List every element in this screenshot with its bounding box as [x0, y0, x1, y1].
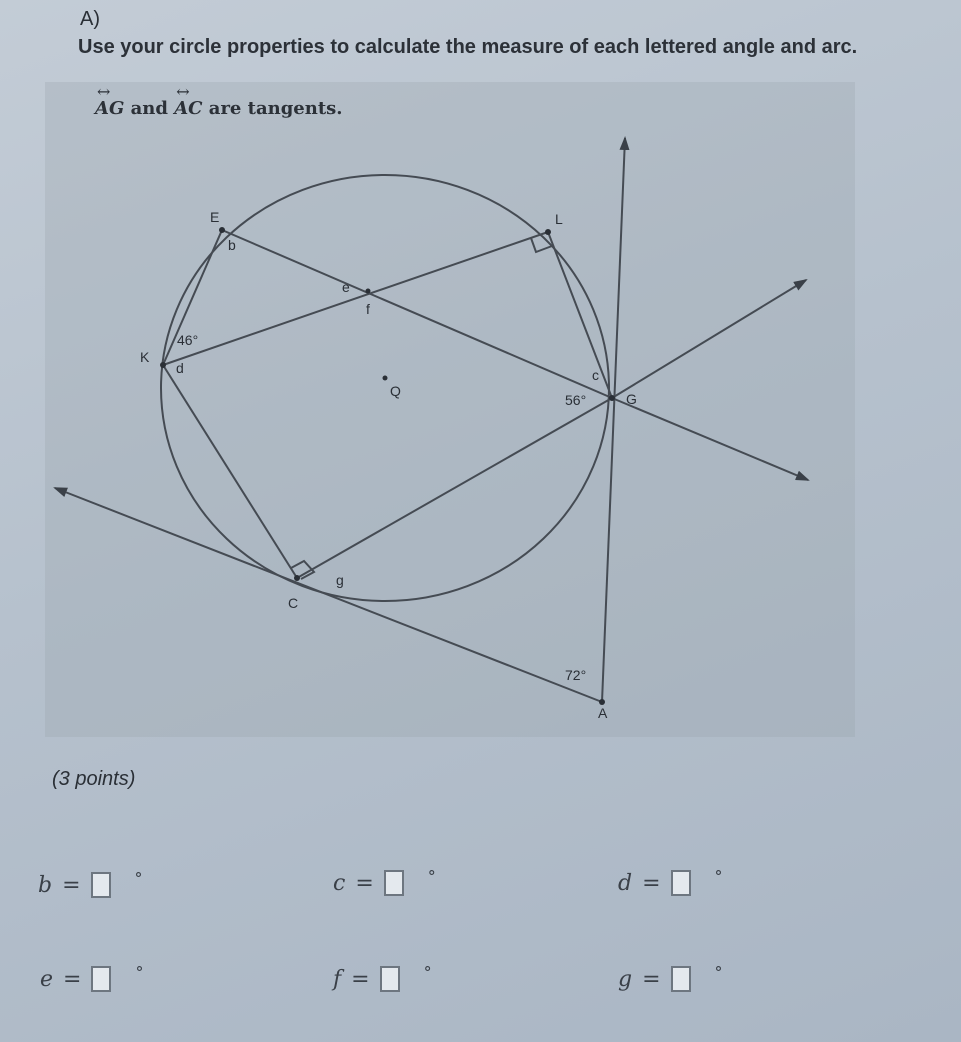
- tangent-ag: [602, 138, 625, 702]
- angle-e-label: e: [342, 279, 350, 295]
- angle-a-given: 72°: [565, 667, 587, 683]
- tangent-suffix: are tangents.: [202, 98, 343, 119]
- answer-b-input[interactable]: [91, 872, 111, 898]
- answer-c: [333, 866, 436, 896]
- answer-g: [618, 962, 723, 992]
- equals: =: [63, 966, 82, 992]
- connector-text: and: [124, 98, 175, 119]
- equals: =: [62, 872, 81, 898]
- point-g-label: G: [626, 391, 637, 407]
- angle-k-given: 46°: [177, 332, 199, 348]
- chord-cg: [297, 398, 612, 578]
- answer-b: [38, 868, 143, 898]
- var-f: f: [333, 966, 342, 992]
- ray-cg-extension: [612, 280, 806, 398]
- answer-e: [40, 962, 144, 992]
- equals: =: [355, 870, 374, 896]
- angle-f-label: f: [366, 301, 370, 317]
- angle-d-label: d: [176, 360, 184, 376]
- line-ac-label: ↔ AC: [174, 98, 202, 119]
- answer-d: [618, 866, 723, 896]
- angle-b-label: b: [228, 237, 236, 253]
- var-b: b: [38, 872, 53, 898]
- answer-g-input[interactable]: [671, 966, 691, 992]
- answer-f: [333, 962, 432, 992]
- equals: =: [642, 870, 661, 896]
- question-prompt: Use your circle properties to calculate the measure of each lettered angle and arc.: [78, 36, 858, 58]
- var-e: e: [40, 966, 54, 992]
- center-q-label: Q: [390, 383, 401, 399]
- point-k-label: K: [140, 349, 150, 365]
- degree-symbol: °: [135, 962, 144, 982]
- chord-lg: [548, 232, 612, 398]
- answer-c-input[interactable]: [384, 870, 404, 896]
- line-ag-label: ↔ AG: [95, 98, 124, 119]
- tangent-ac: [55, 488, 602, 702]
- angle-c-label: c: [592, 367, 599, 383]
- right-angle-l: [531, 238, 552, 252]
- point-l-label: L: [555, 211, 563, 227]
- degree-symbol: °: [714, 962, 723, 982]
- answer-d-input[interactable]: [671, 870, 691, 896]
- degree-symbol: °: [714, 866, 723, 886]
- question-label: A): [80, 8, 100, 30]
- degree-symbol: °: [134, 868, 143, 888]
- var-c: c: [333, 870, 346, 896]
- degree-symbol: °: [423, 962, 432, 982]
- equals: =: [642, 966, 661, 992]
- degree-symbol: °: [427, 866, 436, 886]
- answer-f-input[interactable]: [380, 966, 400, 992]
- chord-kc: [163, 365, 297, 578]
- answer-e-input[interactable]: [91, 966, 111, 992]
- var-g: g: [618, 966, 633, 992]
- var-d: d: [618, 870, 633, 896]
- points-label: (3 points): [52, 768, 136, 790]
- arc-g-label: g: [336, 572, 344, 588]
- equals: =: [351, 966, 370, 992]
- ray-g-extension: [612, 398, 808, 480]
- point-a-label: A: [598, 705, 608, 721]
- angle-g-given: 56°: [565, 392, 587, 408]
- chord-eg: [222, 230, 612, 398]
- point-e-label: E: [210, 209, 220, 225]
- point-c-label: C: [288, 595, 299, 611]
